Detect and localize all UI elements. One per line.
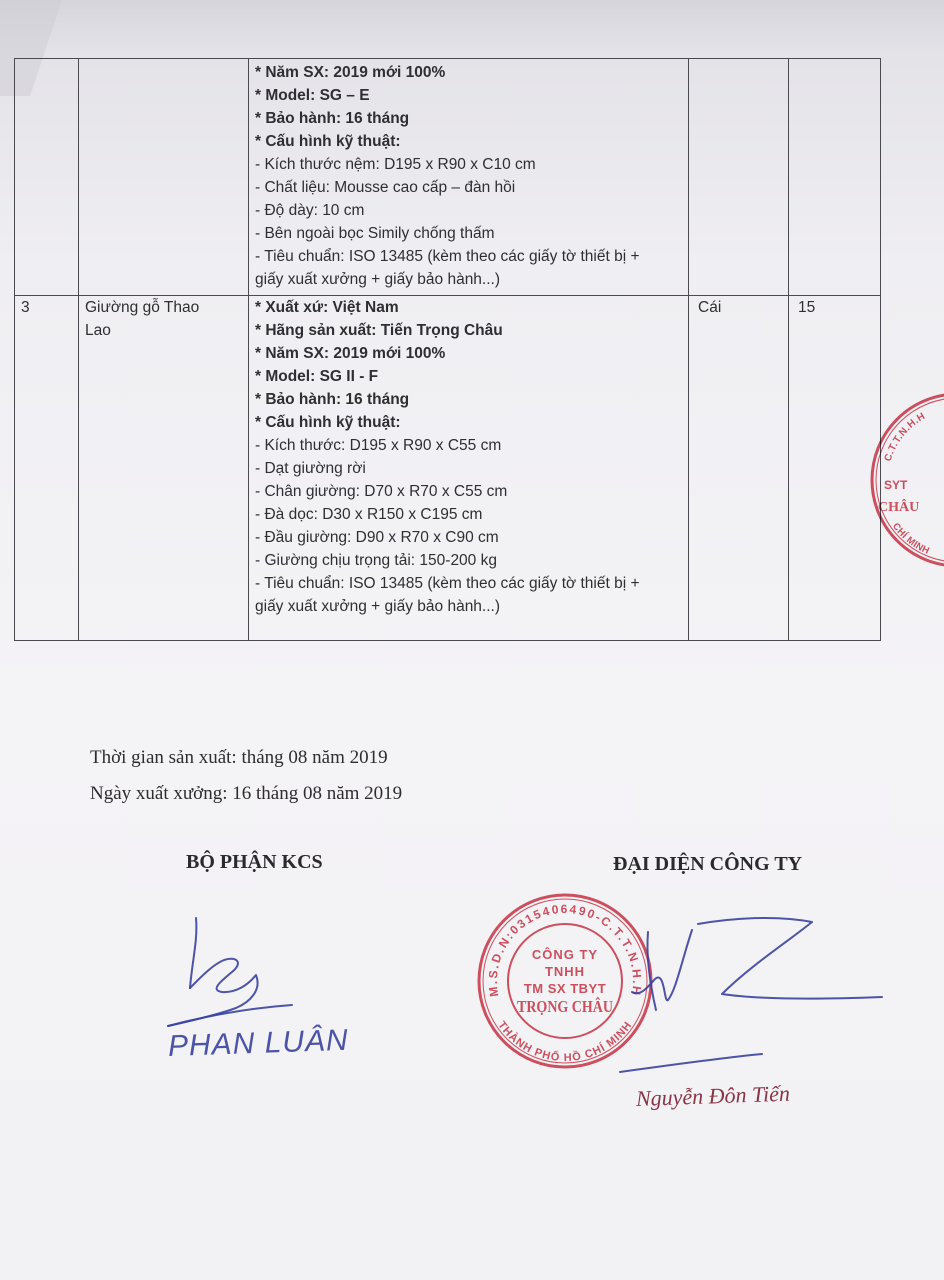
quantity-cell [789,59,881,296]
spec-line: - Độ dày: 10 cm [255,202,365,219]
spec-line: - Giường chịu trọng tải: 150-200 kg [255,552,497,569]
spec-line: * Cấu hình kỹ thuật: [255,414,401,431]
stamp-line: CÔNG TY [531,947,599,962]
spec-line: giấy xuất xưởng + giấy bảo hành...) [255,271,501,288]
representative-signature [600,900,900,1090]
spec-line: * Model: SG II - F [255,368,379,385]
release-date: Ngày xuất xưởng: 16 tháng 08 năm 2019 [90,783,403,804]
spec-line: * Bảo hành: 16 tháng [255,391,410,408]
spec-line: * Model: SG – E [255,87,370,104]
spec-line: - Đầu giường: D90 x R70 x C90 cm [255,529,499,546]
spec-line: - Tiêu chuẩn: ISO 13485 (kèm theo các giấy tờ thiết bị + [255,575,640,592]
specs-cell [249,59,689,296]
spec-line: giấy xuất xưởng + giấy bảo hành...) [255,598,501,615]
svg-text:C.T.T.N.H.H [883,411,928,463]
spec-line: * Xuất xứ: Việt Nam [255,299,399,316]
spec-line: * Bảo hành: 16 tháng [255,110,410,127]
spec-line: - Đà dọc: D30 x R150 x C195 cm [255,506,483,523]
spec-line: * Năm SX: 2019 mới 100% [255,64,446,81]
stamp-company-name: TRỌNG CHÂU [517,997,613,1016]
spec-line: - Chân giường: D70 x R70 x C55 cm [255,483,508,500]
spec-line: * Cấu hình kỹ thuật: [255,133,401,150]
product-name: Giường gỗ Thao Lao [85,299,200,339]
kcs-signer-name: PHAN LUÂN [167,1023,350,1063]
partial-stamp-line: SYT [884,478,908,492]
specs-cell [249,296,689,641]
unit-cell: Cái [689,296,789,641]
product-name-cell [79,59,249,296]
product-name-cell [79,296,249,641]
spec-line: * Năm SX: 2019 mới 100% [255,345,446,362]
spec-line: * Hãng sản xuất: Tiến Trọng Châu [255,322,503,339]
partial-stamp-top-text: C.T.T.N.H.H [882,410,928,463]
production-time: Thời gian sản xuất: tháng 08 năm 2019 [90,747,388,768]
stamp-city-text: THÀNH PHỐ HỒ CHÍ MINH [495,1019,635,1065]
row-number-cell: 3 [15,296,79,641]
company-representative-title: ĐẠI DIỆN CÔNG TY [613,853,803,875]
spec-line: - Kích thước nệm: D195 x R90 x C10 cm [255,156,536,173]
representative-name: Nguyễn Đôn Tiến [635,1080,791,1111]
spec-line: - Tiêu chuẩn: ISO 13485 (kèm theo các giấy tờ thiết bị + [255,248,640,265]
spec-line: - Chất liệu: Mousse cao cấp – đàn hồi [255,179,516,196]
partial-stamp-line: CHÂU [878,500,920,515]
kcs-signature [150,905,310,1035]
partial-stamp-bottom-text: CHÍ MINH [890,521,932,557]
kcs-department-title: BỘ PHẬN KCS [186,851,323,873]
stamp-line: TNHH [544,964,586,979]
product-spec-table [14,58,881,641]
spec-line: - Kích thước: D195 x R90 x C55 cm [255,437,502,454]
spec-line: - Dạt giường rời [255,460,366,477]
unit-cell [689,59,789,296]
table-row [15,59,881,296]
partial-stamp [858,388,944,574]
table-row [15,296,881,641]
spec-line: - Bên ngoài bọc Simily chống thấm [255,225,495,242]
row-number-cell [15,59,79,296]
quantity-cell: 15 [789,296,881,641]
stamp-registration-text: M.S.D.N:0315406490-C.T.T.N.H.H [485,901,645,998]
stamp-line: TM SX TBYT [523,981,607,996]
